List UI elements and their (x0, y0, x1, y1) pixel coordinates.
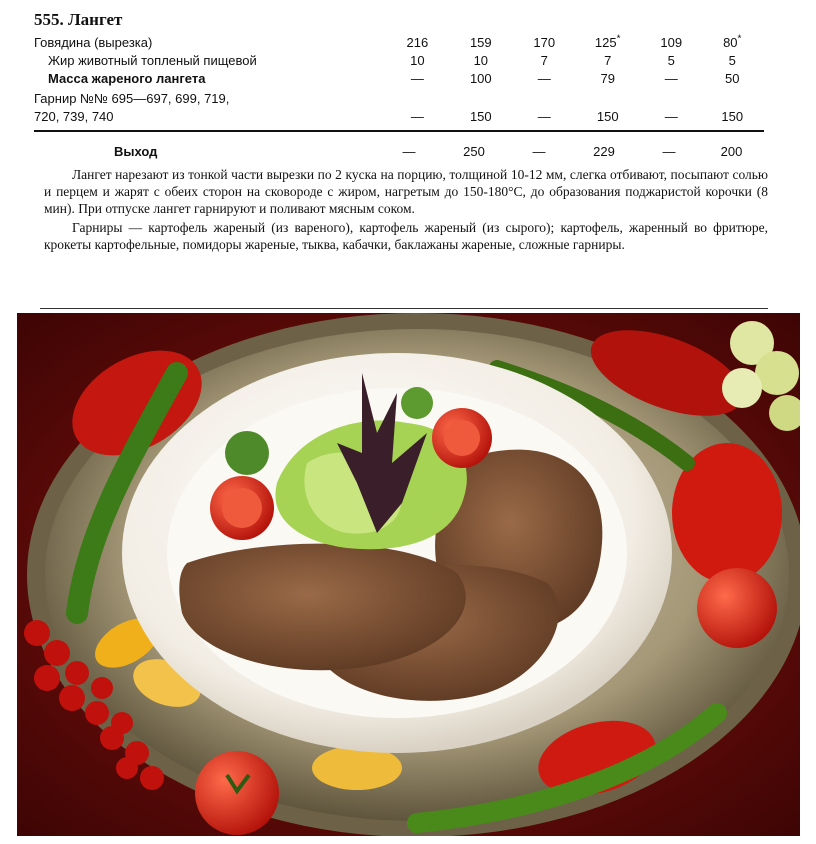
table-cell: 150 (469, 109, 492, 124)
table-cell: 109 (660, 35, 683, 50)
table-cell: 200 (720, 143, 743, 159)
ingredients-table (34, 34, 764, 126)
table-cell: 80* (723, 33, 742, 50)
table-cell: — (537, 109, 551, 124)
ingredient-name: Жир животный топленый пищевой (48, 53, 257, 68)
table-divider (34, 130, 764, 132)
ingredient-name (34, 88, 388, 126)
table-cell: 7 (540, 53, 548, 68)
table-cell: — (410, 109, 424, 124)
ingredient-name-line: 720, 739, 740 (34, 109, 114, 124)
table-cell: 150 (596, 109, 619, 124)
recipe-title: 555. Лангет (34, 10, 123, 29)
ingredient-name: Масса жареного лангета (48, 71, 206, 86)
table-cell: 159 (469, 35, 492, 50)
table-cell: 150 (721, 109, 744, 124)
footnote-mark: * (616, 33, 621, 45)
ingredient-name: Говядина (вырезка) (34, 35, 153, 50)
recipe-method (44, 166, 768, 255)
table-cell: — (662, 143, 676, 159)
yield-label: Выход (114, 143, 158, 159)
section-divider (40, 308, 768, 309)
garnish-paragraph: Гарниры — картофель жареный (из вареного), картофель жареный (из сырого); картофель, жаренный во фритюре, крокеты картофельные, помидоры жареные, тыква, кабачки, баклажаны жареные, сложные гарниры. (44, 220, 768, 252)
table-cell: — (532, 143, 546, 159)
table-cell: — (664, 109, 678, 124)
method-paragraph: Лангет нарезают из тонкой части вырезки по 2 куска на порцию, толщиной 10-12 мм, слегка отбивают, посыпают солью и перцем и жарят с обеих сторон на сковороде с жиром, нагретым до 150-180°С, до образования поджаристой корочки (8 мин). При отпуске лангет гарнируют и поливают мясным соком. (44, 167, 768, 216)
table-cell: 229 (593, 143, 615, 159)
table-cell: 79 (600, 71, 615, 86)
table-cell: 250 (463, 143, 485, 159)
table-cell: 125* (594, 33, 621, 50)
footnote-mark: * (737, 33, 742, 45)
ingredient-name-line: Гарнир №№ 695—697, 699, 719, (34, 91, 230, 106)
table-row (34, 70, 764, 88)
table-cell: — (537, 71, 551, 86)
table-row (34, 88, 764, 126)
table-cell: — (664, 71, 678, 86)
table-cell: 10 (473, 53, 489, 68)
table-cell: — (410, 71, 424, 86)
dish-photo (17, 313, 800, 836)
table-row (34, 34, 764, 52)
table-cell: 100 (469, 71, 492, 86)
table-row (34, 52, 764, 70)
table-cell: 170 (533, 35, 556, 50)
table-cell: 216 (406, 35, 429, 50)
table-cell: 5 (667, 53, 675, 68)
table-cell: 10 (410, 53, 425, 68)
table-cell: 50 (725, 71, 740, 86)
table-cell: 7 (604, 53, 612, 68)
table-cell: 5 (728, 53, 736, 68)
yield-row (34, 142, 764, 160)
table-cell: — (402, 143, 416, 159)
dish-photo-illustration (17, 313, 800, 836)
